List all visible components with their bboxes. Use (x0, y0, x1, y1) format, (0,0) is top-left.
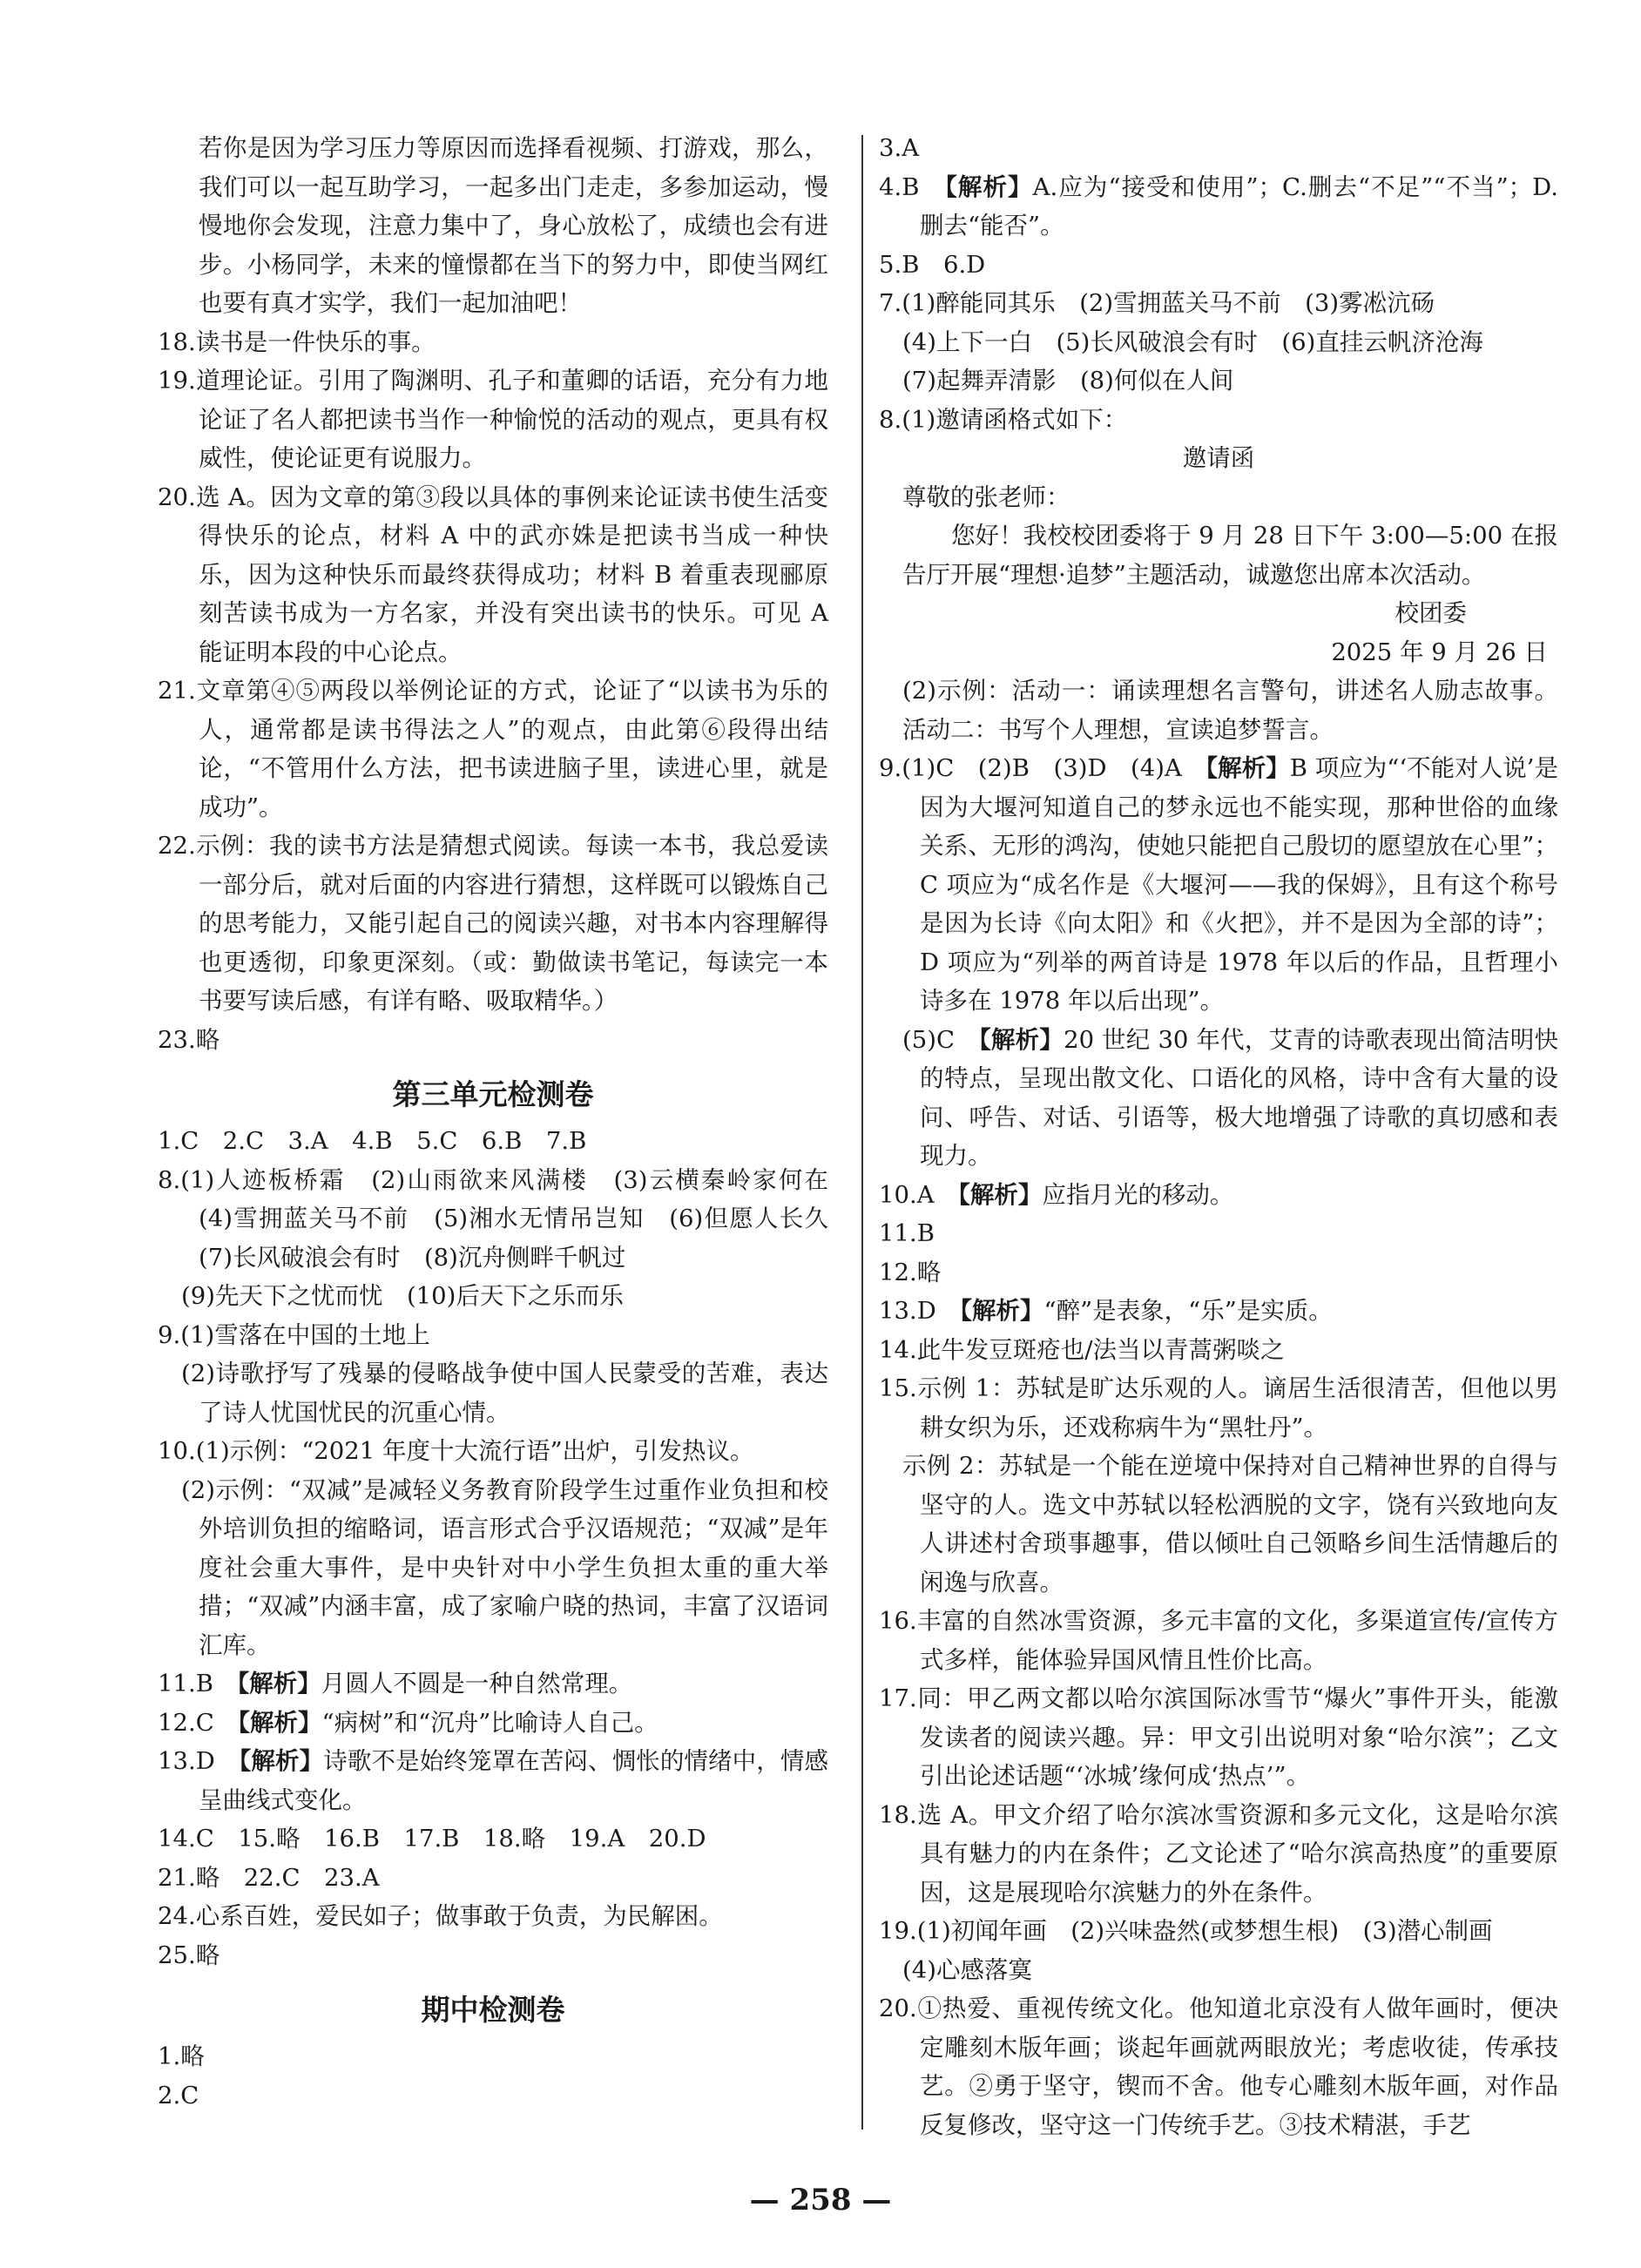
section-heading-unit3: 第三单元检测卷 (392, 1077, 594, 1111)
analysis-label: 【解析】 (237, 1670, 321, 1698)
midterm-answer-7: 7.(1)醉能同其乐 (2)雪拥蓝关马不前 (3)雾凇沆砀 (879, 289, 1435, 317)
section-heading-midterm: 期中检测卷 (421, 1993, 565, 2027)
answer-19: 19.道理论证。引用了陶渊明、孔子和董卿的话语，充分有力地论证了名人都把读书当作一种愉悦的活动的观点，更具有权威性，使论证更有说服力。 (158, 367, 828, 472)
answer-22: 22.示例：我的读书方法是猜想式阅读。每读一本书，我总爱读一部分后，就对后面的内容进行猜想，这样既可以锻炼自己的思考能力，又能引起自己的阅读兴趣，对书本内容理解得也更透彻，印象更深刻。（或：勤做读书笔记，每读完一本书要写读后感，有详有略、吸取精华。） (158, 832, 828, 1015)
midterm-answer-4: 4.B 【解析】A.应为“接受和使用”；C.删去“不足”“不当”；D.删去“能否”。 (879, 172, 1558, 240)
midterm-answer-18: 18.选 A。甲文介绍了哈尔滨冰雪资源和多元文化，这是哈尔滨具有魅力的内在条件；乙文论述了“哈尔滨高热度”的重要原因，这是展现哈尔滨魅力的外在条件。 (879, 1800, 1558, 1907)
midterm-answer-11: 11.B (879, 1219, 935, 1247)
unit3-answer-10-1: 10.(1)示例：“2021 年度十大流行语”出炉，引发热议。 (158, 1437, 754, 1465)
analysis-label: 【解析】 (945, 172, 1033, 201)
invitation-title: 邀请函 (1182, 444, 1255, 472)
midterm-answer-3: 3.A (879, 134, 920, 162)
invitation-salutation: 尊敬的张老师： (902, 483, 1070, 511)
unit3-answer-25: 25.略 (158, 1941, 220, 1969)
page-number: — 258 — (749, 2183, 892, 2217)
answer-21: 21.文章第④⑤两段以举例论证的方式，论证了“以读书为乐的人，通常都是读书得法之人”的观点，由此第⑥段得出结论，“不管用什么方法，把书读进脑子里，读进心里，就是成功”。 (158, 677, 828, 821)
midterm-answer-19: 19.(1)初闻年画 (2)兴味盎然(或梦想生根) (3)潜心制画 (879, 1917, 1493, 1945)
analysis-label: 【解析】 (978, 1025, 1064, 1054)
analysis-label: 【解析】 (1205, 754, 1290, 782)
unit3-answers-21-23: 21.略 22.C 23.A (158, 1863, 380, 1892)
midterm-answer-10: 10.A 【解析】应指月光的移动。 (879, 1180, 1234, 1209)
invitation-signature: 校团委 (1395, 599, 1467, 627)
unit3-answer-8-cont: (9)先天下之忧而忧 (10)后天下之乐而乐 (181, 1282, 624, 1310)
midterm-answer-7-cont2: (7)起舞弄清影 (8)何似在人间 (902, 367, 1234, 395)
midterm-answer-20: 20.①热爱、重视传统文化。他知道北京没有人做年画时，便决定雕刻木版年画；谈起年画就两眼放光；考虑收徒，传承技艺。②勇于坚守，锲而不舍。他专心雕刻木版年画，对作品反复修改，坚守这一门传统手艺。③技术精湛，手艺 (879, 1995, 1558, 2139)
answer-20: 20.选 A。因为文章的第③段以具体的事例来论证读书使生活变得快乐的论点，材料 A 中的武亦姝是把读书当成一种快乐，因为这种快乐而最终获得成功；材料 B 着重表现郦原刻苦读书成为一方名家，并没有突出读书的快乐。可见 A 能证明本段的中心论点。 (158, 483, 828, 666)
answer-23: 23.略 (158, 1025, 220, 1054)
unit3-answer-8: 8.(1)人迹板桥霜 (2)山雨欲来风满楼 (3)云横秦岭家何在 (4)雪拥蓝关马不前 (5)湘水无情吊岂知 (6)但愿人长久 (7)长风破浪会有时 (8)沉舟侧畔千帆过 (158, 1165, 853, 1272)
midterm-answers-5-6: 5.B 6.D (879, 250, 986, 279)
midterm-answer-9-5: (5)C 【解析】20 世纪 30 年代，艾青的诗歌表现出简洁明快的特点，呈现出散文化、口语化的风格，诗中含有大量的设问、呼告、对话、引语等，极大地增强了诗歌的真切感和表现力。 (902, 1025, 1558, 1170)
unit3-answer-9-2: (2)诗歌抒写了残暴的侵略战争使中国人民蒙受的苦难，表达了诗人忧国忧民的沉重心情。 (181, 1360, 828, 1427)
right-column (879, 129, 1558, 2144)
unit3-answers-14-20: 14.C 15.略 16.B 17.B 18.略 19.A 20.D (158, 1825, 706, 1853)
unit3-answer-24: 24.心系百姓，爱民如子；做事敢于负责，为民解困。 (158, 1902, 723, 1930)
invitation-date: 2025 年 9 月 26 日 (1331, 638, 1548, 666)
column-divider (861, 135, 863, 2130)
midterm-answer-19-cont: (4)心感落寞 (902, 1955, 1032, 1984)
unit3-answer-9-1: 9.(1)雪落在中国的土地上 (158, 1320, 430, 1349)
midterm-answer-12: 12.略 (879, 1258, 942, 1286)
unit3-answer-13: 13.D 【解析】诗歌不是始终笼罩在苦闷、惆怅的情绪中，情感呈曲线式变化。 (158, 1747, 829, 1814)
analysis-label: 【解析】 (238, 1708, 322, 1737)
unit3-answer-11: 11.B 【解析】月圆人不圆是一种自然常理。 (158, 1670, 633, 1698)
midterm-answer-1: 1.略 (158, 2042, 205, 2070)
midterm-answer-2: 2.C (158, 2081, 199, 2109)
midterm-answer-8-2: (2)示例：活动一：诵读理想名言警句，讲述名人励志故事。活动二：书写个人理想，宣读追梦誓言。 (902, 677, 1558, 744)
left-column (158, 129, 853, 2115)
midterm-answer-9: 9.(1)C (2)B (3)D (4)A 【解析】B 项应为“‘不能对人说’是因为大堰河知道自己的梦永远也不能实现，那种世俗的血缘关系、无形的鸿沟，使她只能把自己殷切的愿望放在心里”；C 项应为“成名作是《大堰河——我的保姆》，且有这个称号是因为长诗《向太阳》和《火把》，并不是因为全部的诗”；D 项应为“列举的两首诗是 1978 年以后的作品，且哲理小诗多在 1978 年以后出现”。 (879, 754, 1558, 1015)
midterm-answer-8-1: 8.(1)邀请函格式如下： (879, 405, 1128, 434)
midterm-answer-13: 13.D 【解析】“醉”是表象，“乐”是实质。 (879, 1297, 1333, 1325)
midterm-answer-15-1: 15.示例 1：苏轼是旷达乐观的人。谪居生活很清苦，但他以男耕女织为乐，还戏称病牛为“黑牡丹”。 (879, 1374, 1558, 1441)
answer-17-continued: 若你是因为学习压力等原因而选择看视频、打游戏，那么，我们可以一起互助学习，一起多出门走走，多参加运动，慢慢地你会发现，注意力集中了，身心放松了，成绩也会有进步。小杨同学，未来的憧憬都在当下的努力中，即使当网红也要有真才实学，我们一起加油吧！ (199, 134, 828, 317)
unit3-answer-10-2: (2)示例：“双减”是减轻义务教育阶段学生过重作业负担和校外培训负担的缩略词，语言形式合乎汉语规范；“双减”是年度社会重大事件，是中央针对中小学生负担太重的重大举措；“双减”内涵丰富，成了家喻户晓的热词，丰富了汉语词汇库。 (181, 1475, 828, 1659)
midterm-answer-14: 14.此牛发豆斑疮也/法当以青蒿粥啖之 (879, 1335, 1285, 1364)
unit3-answer-12: 12.C 【解析】“病树”和“沉舟”比喻诗人自己。 (158, 1708, 658, 1737)
analysis-label: 【解析】 (239, 1747, 324, 1775)
answer-18: 18.读书是一件快乐的事。 (158, 327, 436, 356)
midterm-answer-17: 17.同：甲乙两文都以哈尔滨国际冰雪节“爆火”事件开头，能激发读者的阅读兴趣。异：甲文引出说明对象“哈尔滨”；乙文引出论述话题“‘冰城’缘何成‘热点’”。 (879, 1684, 1558, 1790)
analysis-label: 【解析】 (958, 1180, 1043, 1209)
unit3-answers-1-7: 1.C 2.C 3.A 4.B 5.C 6.B 7.B (158, 1127, 587, 1155)
analysis-label: 【解析】 (960, 1297, 1044, 1325)
midterm-answer-15-2: 示例 2：苏轼是一个能在逆境中保持对自己精神世界的自得与坚守的人。选文中苏轼以轻松洒脱的文字，饶有兴致地向友人讲述村舍琐事趣事，借以倾吐自己领略乡间生活情趣后的闲逸与欣喜。 (902, 1452, 1558, 1596)
invitation-body: 您好！我校校团委将于 9 月 28 日下午 3:00—5:00 在报告厅开展“理想·追梦”主题活动，诚邀您出席本次活动。 (902, 522, 1558, 589)
midterm-answer-7-cont: (4)上下一白 (5)长风破浪会有时 (6)直挂云帆济沧海 (902, 327, 1483, 356)
midterm-answer-16: 16.丰富的自然冰雪资源，多元丰富的文化，多渠道宣传/宣传方式多样，能体验异国风情且性价比高。 (879, 1607, 1558, 1674)
